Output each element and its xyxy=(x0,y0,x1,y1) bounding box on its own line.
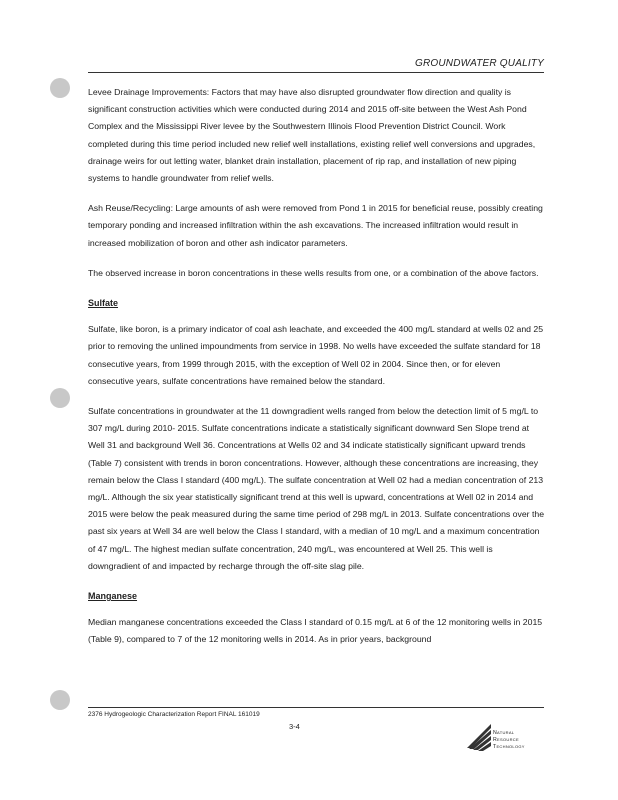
paragraph-sulfate-1: Sulfate, like boron, is a primary indicator of coal ash leachate, and exceeded the 400 mg/L standard at wells 02 and 25 prior to removing the unlined impoundments from service in 1998. No wells have exceeded the sulfate standard for 18 consecutive years, from 1999 through 2015, with the exception of Well 02 in 2004. Since then, or for eleven consecutive years, sulfate concentrations have remained below the standard. xyxy=(88,324,544,386)
paragraph-ash-reuse: Ash Reuse/Recycling: Large amounts of ash were removed from Pond 1 in 2015 for beneficial reuse, possibly creating temporary ponding and increased infiltration within the ash excavations. The increased infiltration would result in increased mobilization of boron and other ash indicator parameters. xyxy=(88,203,543,248)
manganese-heading: Manganese xyxy=(88,591,138,602)
paragraph-sulfate-2: Sulfate concentrations in groundwater at the 11 downgradient wells ranged from below the detection limit of 5 mg/L to 307 mg/L during 2010- 2015. Sulfate concentrations indicate a statistically significant downward Sen Slope trend at Well 31 and background Well 36. Concentrations at Wells 02 and 34 indicate statistically significant upward trends (Table 7) consistent with trends in boron concentrations. However, although these concentrations are increasing, they remain below the Class I standard (400 mg/L). The sulfate concentration at Well 02 had a median concentration of 213 mg/L. Although the six year statistically significant trend at this well is upward, concentrations at Well 02 in 2014 and 2015 were below the peak measured during the same time period of 298 mg/L in 2013. Sulfate concentrations over the past six years at Well 34 are well below the Class I standard, with a median of 10 mg/L and a maximum concentration of 47 mg/L. The highest median sulfate concentration, 240 mg/L, was encountered at Well 25. This well is downgradient of and impacted by recharge through the off-site slag pile. xyxy=(88,406,545,571)
logo-graphic-icon xyxy=(465,718,493,752)
logo-line-2: Resource xyxy=(493,737,519,743)
punch-hole-3 xyxy=(50,690,70,710)
footer-rule xyxy=(88,707,544,708)
page-content xyxy=(88,84,546,662)
footer-report-title: 2376 Hydrogeologic Characterization Report FINAL 161019 xyxy=(88,711,260,718)
punch-hole-1 xyxy=(50,78,70,98)
logo-line-1: Natural xyxy=(493,730,515,736)
page-number: 3-4 xyxy=(289,722,300,731)
paragraph-levee-drainage: Levee Drainage Improvements: Factors that may have also disrupted groundwater flow direction and quality is significant construction activities which were conducted during 2014 and 2015 off-site between the West Ash Pond Complex and the Mississippi River levee by the Southwestern Illinois Flood Prevention District Council. Work completed during this time period included new relief well installations, existing relief well conversions and upgrades, drainage weirs for out letting water, blanket drain installation, placement of rip rap, and installation of new piping systems to handle groundwater from relief wells. xyxy=(88,87,536,184)
paragraph-manganese: Median manganese concentrations exceeded the Class I standard of 0.15 mg/L at 6 of the 12 monitoring wells in 2015 (Table 9), compared to 7 of the 12 monitoring wells in 2014. As in prior years, background xyxy=(88,617,543,645)
logo-text xyxy=(493,730,525,751)
company-logo xyxy=(465,718,545,752)
punch-hole-2 xyxy=(50,388,70,408)
header-section-title: GROUNDWATER QUALITY xyxy=(415,58,544,69)
paragraph-observed-increase: The observed increase in boron concentrations in these wells results from one, or a combination of the above factors. xyxy=(88,267,539,278)
sulfate-heading: Sulfate xyxy=(88,298,119,309)
logo-line-3: Technology xyxy=(493,744,525,750)
header-rule xyxy=(88,72,544,73)
